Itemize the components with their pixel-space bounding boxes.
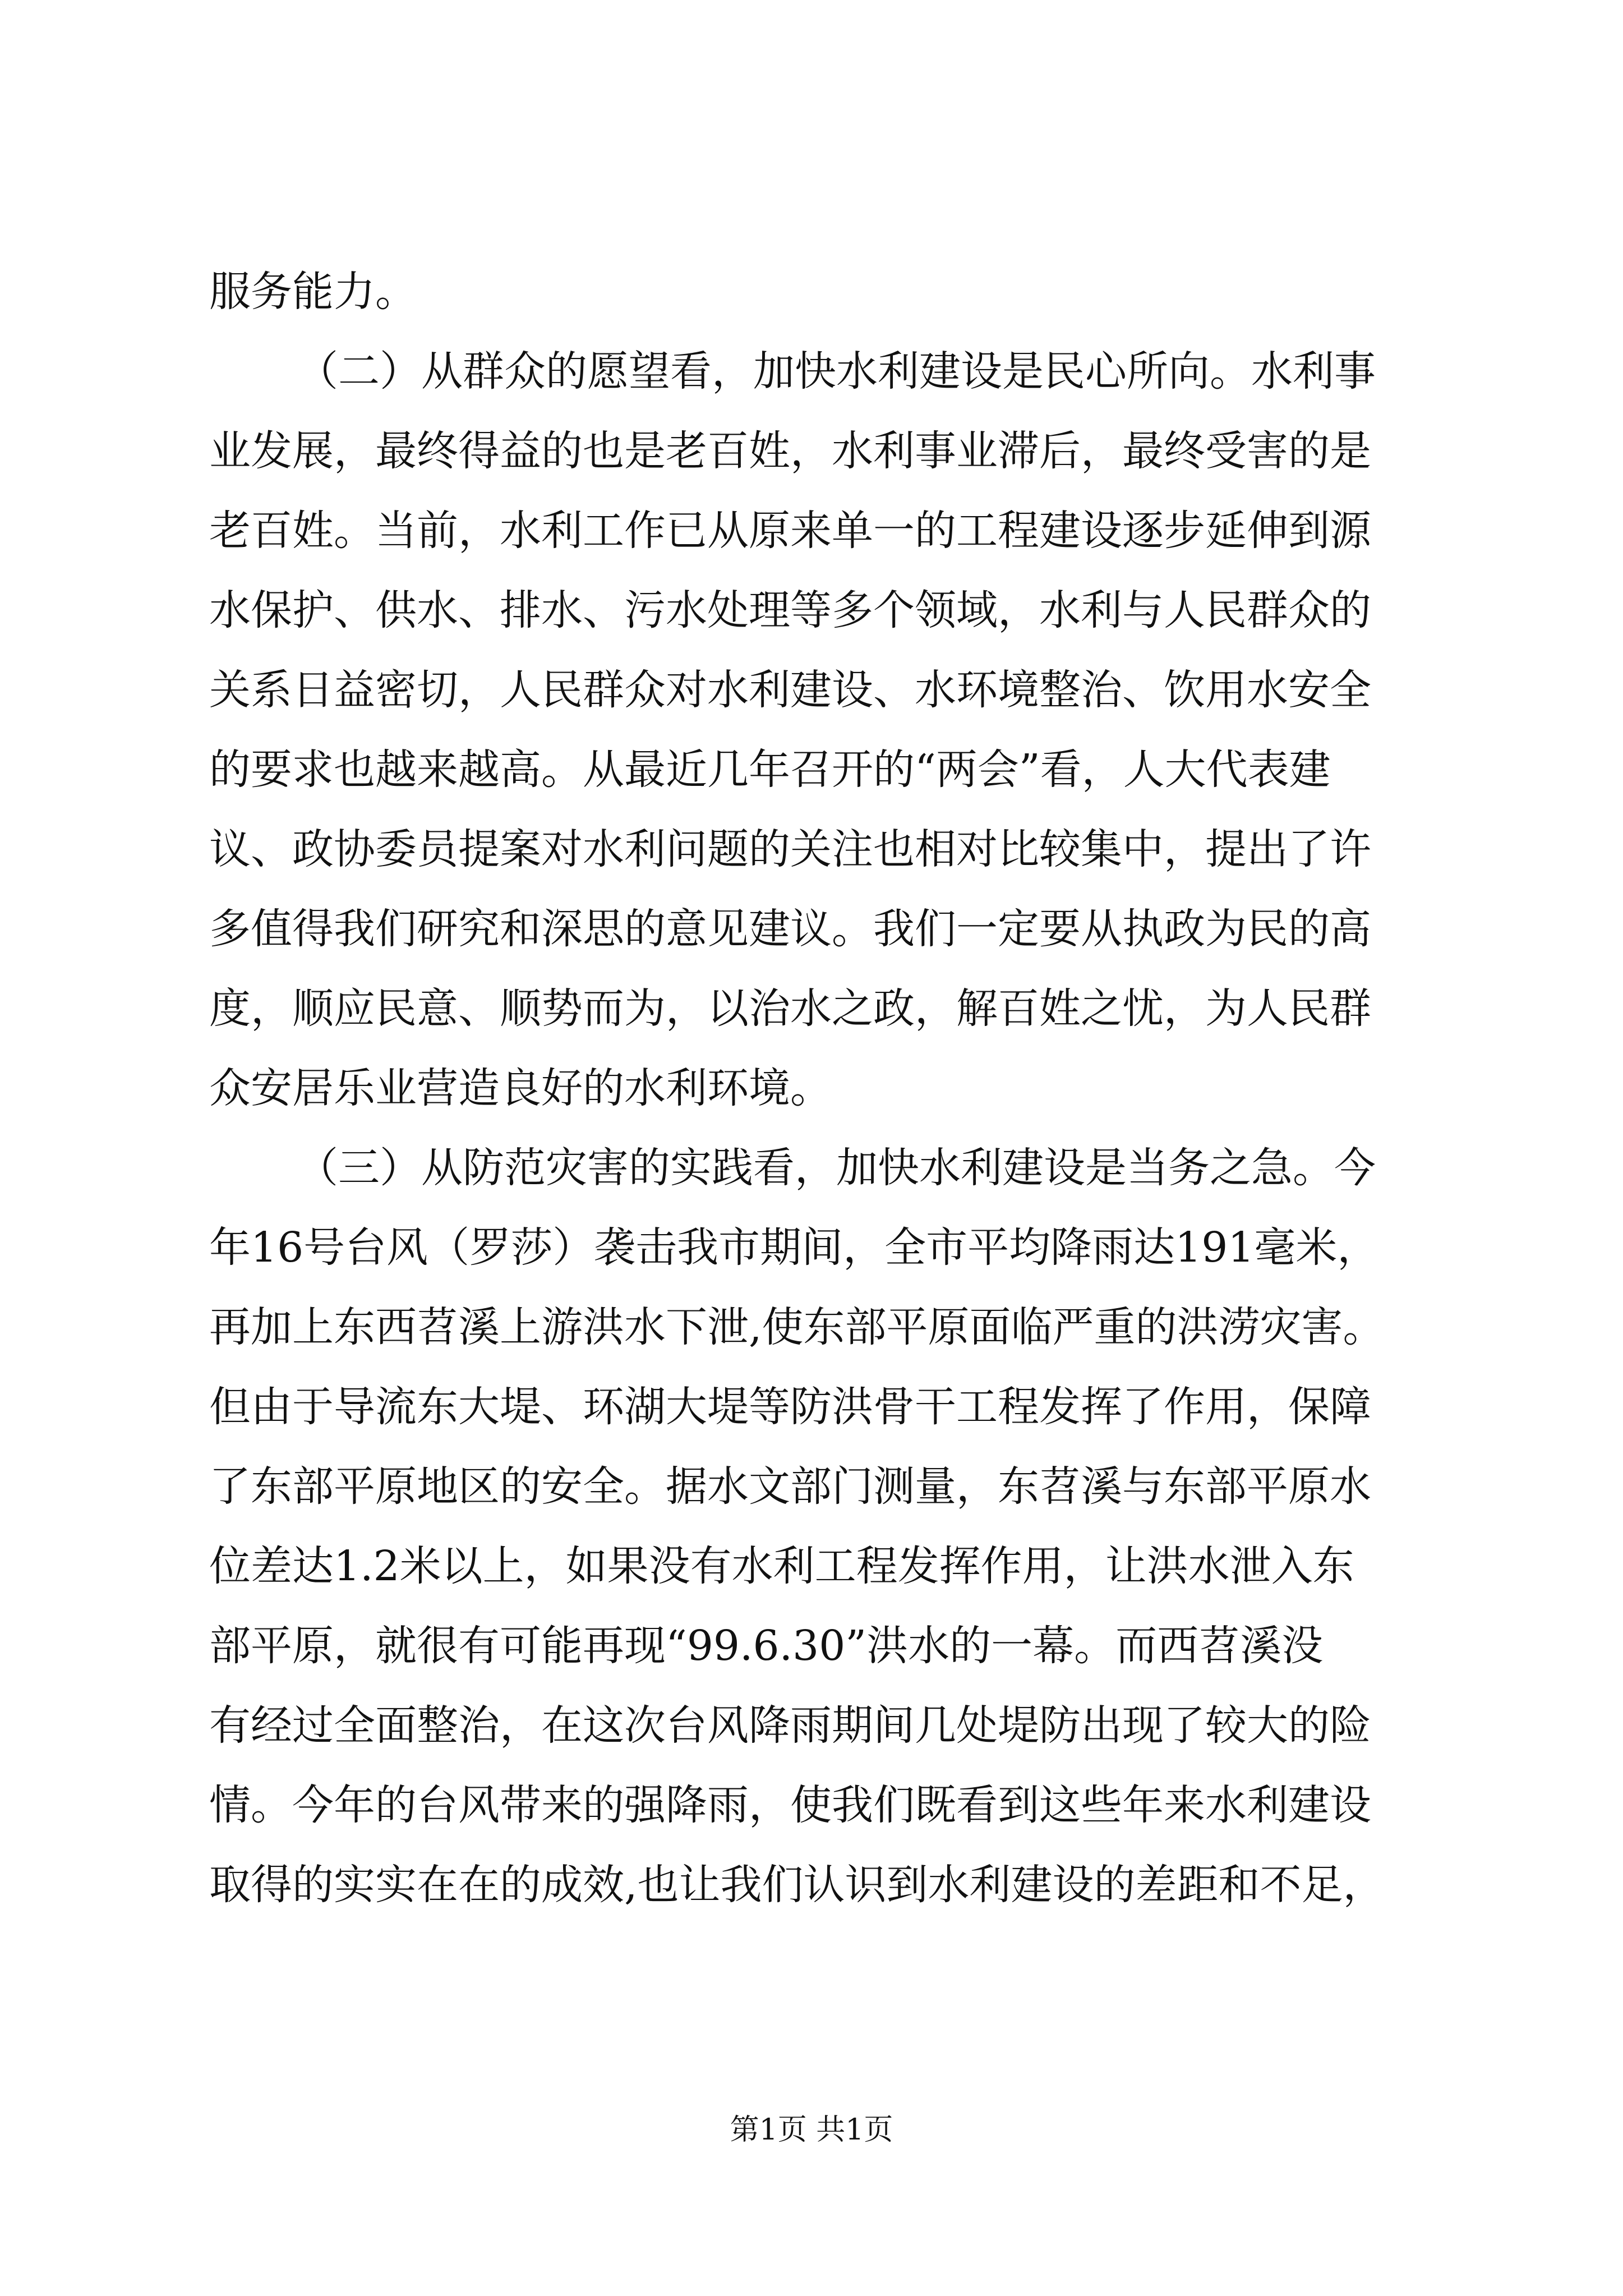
text-line: 关系日益密切，人民群众对水利建设、水环境整治、饮用水安全 [209,666,1371,714]
text-line: 再加上东西苕溪上游洪水下泄,使东部平原面临严重的洪涝灾害。 [209,1303,1385,1351]
text-line: 情。今年的台风带来的强降雨，使我们既看到这些年来水利建设 [209,1781,1371,1829]
text-line: 多值得我们研究和深思的意见建议。我们一定要从执政为民的高 [209,905,1371,953]
text-line: 度，顺应民意、顺势而为，以治水之政，解百姓之忧，为人民群 [209,984,1371,1033]
text-line: 的要求也越来越高。从最近几年召开的“两会”看，人大代表建 [209,746,1331,794]
text-line: 部平原，就很有可能再现“99.6.30”洪水的一幕。而西苕溪没 [209,1622,1324,1670]
text-line: 了东部平原地区的安全。据水文部门测量，东苕溪与东部平原水 [209,1462,1371,1511]
text-line: 取得的实实在在的成效,也让我们认识到水利建设的差距和不足， [209,1861,1385,1909]
text-line: 服务能力。 [209,268,417,316]
text-line: 议、政协委员提案对水利问题的关注也相对比较集中，提出了许 [209,825,1371,873]
text-line: 但由于导流东大堤、环湖大堤等防洪骨干工程发挥了作用，保障 [209,1383,1371,1431]
text-line: 有经过全面整治，在这次台风降雨期间几处堤防出现了较大的险 [209,1701,1371,1750]
text-line: 业发展，最终得益的也是老百姓，水利事业滞后，最终受害的是 [209,427,1371,475]
text-line: 年16号台风（罗莎）袭击我市期间，全市平均降雨达191毫米， [209,1223,1379,1272]
text-line: 众安居乐业营造良好的水利环境。 [209,1064,832,1112]
page-footer: 第1页 共1页 [730,2113,893,2147]
paragraph-start-line: （二）从群众的愿望看，加快水利建设是民心所向。水利事 [297,347,1376,395]
paragraph-start-line: （三）从防范灾害的实践看，加快水利建设是当务之急。今 [297,1144,1376,1192]
text-line: 老百姓。当前，水利工作已从原来单一的工程建设逐步延伸到源 [209,507,1371,555]
text-line: 水保护、供水、排水、污水处理等多个领域，水利与人民群众的 [209,586,1371,634]
text-line: 位差达1.2米以上，如果没有水利工程发挥作用，让洪水泄入东 [209,1542,1354,1590]
